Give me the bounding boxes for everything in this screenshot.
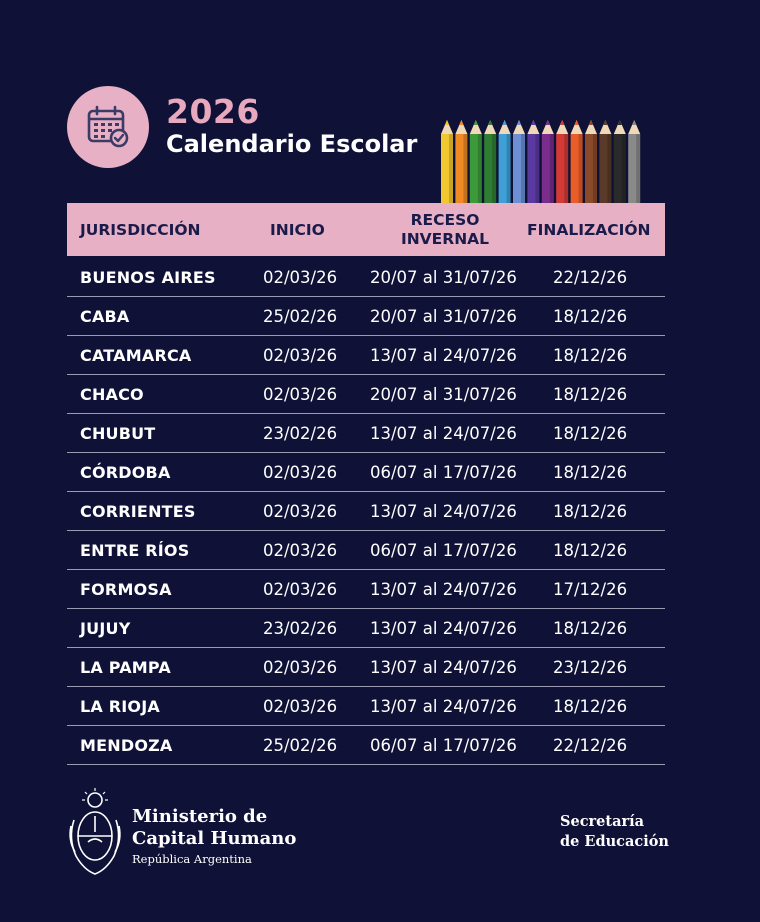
cell-inicio: 02/03/26 [263, 462, 338, 482]
pencil-icon [455, 120, 467, 204]
calendar-check-icon [85, 104, 131, 150]
column-header-jurisdiccion: JURISDICCIÓN [80, 220, 201, 239]
cell-finalizacion: 18/12/26 [553, 540, 628, 560]
cell-inicio: 02/03/26 [263, 501, 338, 521]
cell-receso: 13/07 al 24/07/26 [370, 501, 517, 521]
cell-inicio: 02/03/26 [263, 696, 338, 716]
column-header-receso-line2: INVERNAL [400, 229, 490, 248]
pencil-icon [470, 120, 482, 204]
cell-inicio: 02/03/26 [263, 657, 338, 677]
colored-pencils-icon [438, 120, 648, 204]
cell-inicio: 02/03/26 [263, 345, 338, 365]
cell-receso: 06/07 al 17/07/26 [370, 735, 517, 755]
pencil-icon [513, 120, 525, 204]
cell-finalizacion: 18/12/26 [553, 306, 628, 326]
cell-receso: 06/07 al 17/07/26 [370, 540, 517, 560]
cell-receso: 13/07 al 24/07/26 [370, 423, 517, 443]
calendar-table-body [67, 258, 665, 765]
pencil-icon [484, 120, 496, 204]
table-header [67, 203, 665, 256]
table-row [67, 609, 665, 648]
cell-receso: 20/07 al 31/07/26 [370, 267, 517, 287]
cell-jurisdiccion: FORMOSA [80, 579, 172, 599]
pencil-icon [599, 120, 611, 204]
cell-receso: 13/07 al 24/07/26 [370, 579, 517, 599]
cell-finalizacion: 18/12/26 [553, 462, 628, 482]
cell-finalizacion: 18/12/26 [553, 384, 628, 404]
cell-jurisdiccion: BUENOS AIRES [80, 267, 216, 287]
ministry-line2: Capital Humano [132, 828, 297, 849]
cell-inicio: 23/02/26 [263, 423, 338, 443]
cell-jurisdiccion: JUJUY [80, 618, 131, 638]
cell-receso: 20/07 al 31/07/26 [370, 384, 517, 404]
pencil-icon [556, 120, 568, 204]
column-header-receso-line1: RECESO [410, 210, 480, 229]
column-header-inicio: INICIO [270, 220, 325, 239]
column-header-finalizacion: FINALIZACIÓN [527, 220, 651, 239]
ministry-line3: República Argentina [132, 852, 252, 866]
ministry-line1: Ministerio de [132, 806, 268, 827]
pencil-icon [614, 120, 626, 204]
cell-receso: 06/07 al 17/07/26 [370, 462, 517, 482]
cell-inicio: 23/02/26 [263, 618, 338, 638]
column-header-receso [379, 203, 511, 256]
table-row [67, 687, 665, 726]
coat-of-arms-icon [66, 786, 124, 878]
cell-jurisdiccion: CHACO [80, 384, 144, 404]
cell-jurisdiccion: MENDOZA [80, 735, 173, 755]
cell-jurisdiccion: ENTRE RÍOS [80, 540, 190, 560]
pencil-icon [499, 120, 511, 204]
table-row [67, 648, 665, 687]
cell-receso: 13/07 al 24/07/26 [370, 345, 517, 365]
cell-jurisdiccion: LA RIOJA [80, 696, 160, 716]
cell-receso: 20/07 al 31/07/26 [370, 306, 517, 326]
page-title: Calendario Escolar [166, 130, 418, 158]
cell-inicio: 25/02/26 [263, 735, 338, 755]
cell-finalizacion: 18/12/26 [553, 618, 628, 638]
pencil-icon [628, 120, 640, 204]
secretaria-line1: Secretaría [560, 813, 645, 830]
table-row [67, 726, 665, 765]
secretaria-line2: de Educación [560, 833, 669, 850]
cell-finalizacion: 18/12/26 [553, 345, 628, 365]
cell-receso: 13/07 al 24/07/26 [370, 618, 517, 638]
cell-inicio: 02/03/26 [263, 267, 338, 287]
cell-finalizacion: 23/12/26 [553, 657, 628, 677]
cell-finalizacion: 18/12/26 [553, 501, 628, 521]
cell-jurisdiccion: CORRIENTES [80, 501, 196, 521]
cell-inicio: 02/03/26 [263, 579, 338, 599]
cell-finalizacion: 17/12/26 [553, 579, 628, 599]
cell-finalizacion: 22/12/26 [553, 267, 628, 287]
cell-jurisdiccion: CHUBUT [80, 423, 156, 443]
cell-receso: 13/07 al 24/07/26 [370, 696, 517, 716]
cell-inicio: 02/03/26 [263, 540, 338, 560]
table-row [67, 453, 665, 492]
table-row [67, 531, 665, 570]
cell-jurisdiccion: CÓRDOBA [80, 462, 171, 482]
pencil-icon [527, 120, 539, 204]
table-row [67, 258, 665, 297]
table-row [67, 375, 665, 414]
secretaria-logo-text [560, 812, 669, 852]
cell-inicio: 25/02/26 [263, 306, 338, 326]
cell-receso: 13/07 al 24/07/26 [370, 657, 517, 677]
cell-finalizacion: 18/12/26 [553, 423, 628, 443]
table-row [67, 336, 665, 375]
cell-finalizacion: 18/12/26 [553, 696, 628, 716]
pencil-icon [571, 120, 583, 204]
table-row [67, 492, 665, 531]
pencil-icon [542, 120, 554, 204]
cell-finalizacion: 22/12/26 [553, 735, 628, 755]
pencil-icon [441, 120, 453, 204]
table-row [67, 414, 665, 453]
cell-inicio: 02/03/26 [263, 384, 338, 404]
calendar-year: 2026 [166, 92, 260, 131]
table-row [67, 570, 665, 609]
calendar-badge [67, 86, 149, 168]
cell-jurisdiccion: CABA [80, 306, 130, 326]
pencil-icon [585, 120, 597, 204]
ministry-logo-text [132, 806, 296, 866]
table-row [67, 297, 665, 336]
cell-jurisdiccion: CATAMARCA [80, 345, 192, 365]
cell-jurisdiccion: LA PAMPA [80, 657, 171, 677]
